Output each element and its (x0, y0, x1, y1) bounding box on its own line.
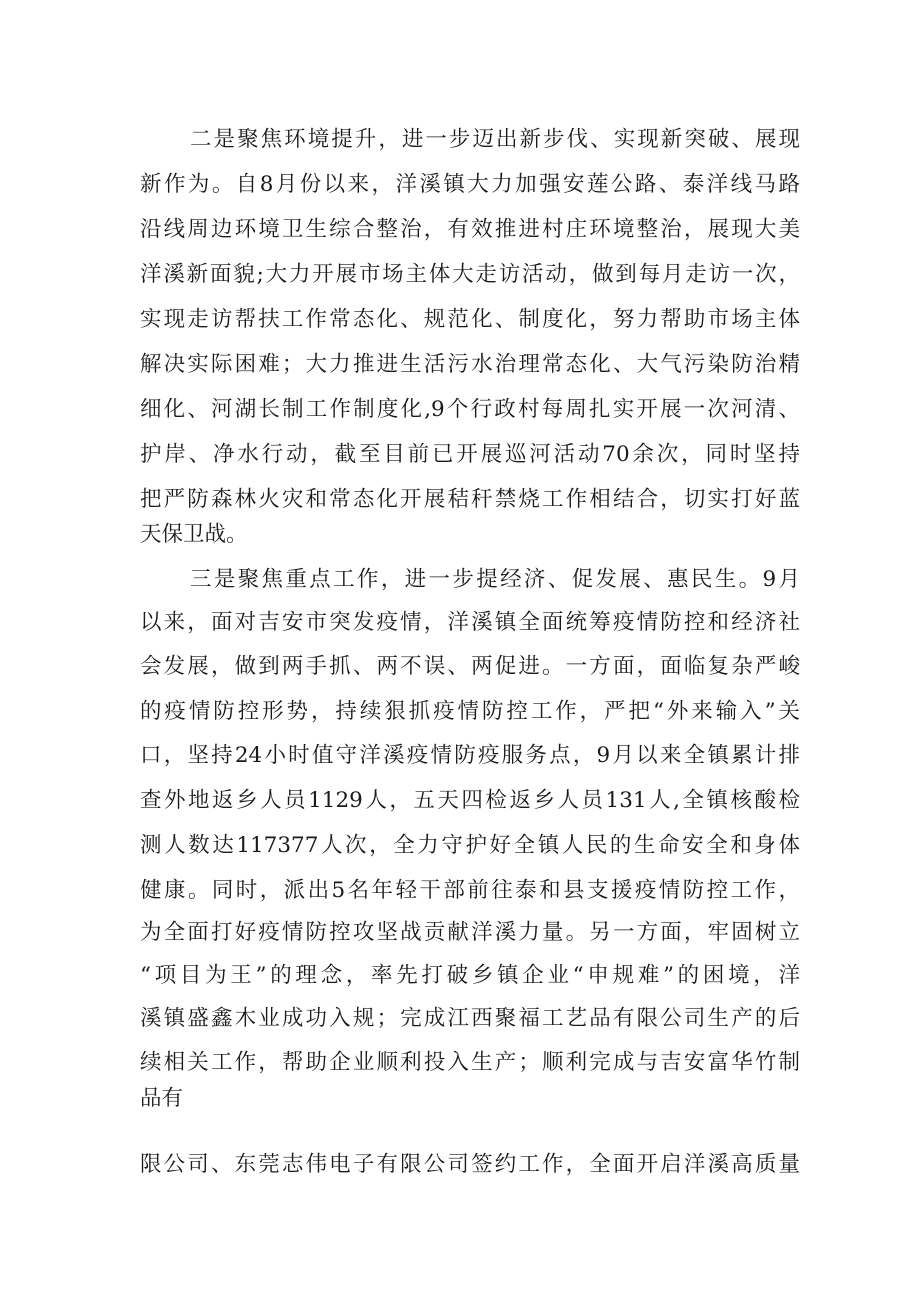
paragraph-3-line-7: 测人数达117377人次，全力守护好全镇人民的生命安全和身体 (140, 833, 800, 858)
paragraph-3-line-4: 的疫情防控形势，持续狠抓疫情防控工作，严把“外来输入”关 (140, 699, 800, 724)
paragraph-3-line-14: 限公司、东莞志伟电子有限公司签约工作，全面开启洋溪高质量 (140, 1152, 800, 1177)
paragraph-3-line-1: 三是聚焦重点工作，进一步提经济、促发展、惠民生。9月 (190, 567, 800, 592)
paragraph-2-line-1: 二是聚焦环境提升，进一步迈出新步伐、实现新突破、展现 (190, 127, 800, 152)
paragraph-2-line-3: 沿线周边环境卫生综合整治，有效推进村庄环境整治，展现大美 (140, 217, 800, 242)
paragraph-2-line-5: 实现走访帮扶工作常态化、规范化、制度化，努力帮助市场主体 (140, 307, 800, 332)
paragraph-3-line-9: 为全面打好疫情防控攻坚战贡献洋溪力量。另一方面，牢固树立 (140, 920, 800, 945)
paragraph-3-line-8: 健康。同时，派出5名年轻干部前往泰和县支援疫情防控工作， (140, 878, 800, 903)
paragraph-3-line-5: 口，坚持24小时值守洋溪疫情防疫服务点，9月以来全镇累计排 (140, 743, 800, 768)
paragraph-3-line-11: 溪镇盛鑫木业成功入规；完成江西聚福工艺品有限公司生产的后 (140, 1006, 800, 1031)
paragraph-3-line-13: 品有 (140, 1086, 184, 1111)
paragraph-3-line-10: “项目为王”的理念，率先打破乡镇企业“申规难”的困境，洋 (140, 963, 800, 988)
paragraph-2-line-6: 解决实际困难；大力推进生活污水治理常态化、大气污染防治精 (140, 352, 800, 377)
paragraph-2-line-4: 洋溪新面貌;大力开展市场主体大走访活动，做到每月走访一次， (140, 262, 800, 287)
paragraph-2-line-8: 护岸、净水行动，截至目前已开展巡河活动70余次，同时坚持 (140, 442, 800, 467)
paragraph-3-line-2: 以来，面对吉安市突发疫情，洋溪镇全面统筹疫情防控和经济社 (140, 610, 800, 635)
paragraph-2-line-7: 细化、河湖长制工作制度化,9个行政村每周扎实开展一次河清、 (140, 397, 800, 422)
paragraph-3-line-6: 查外地返乡人员1129人，五天四检返乡人员131人,全镇核酸检 (140, 788, 800, 813)
paragraph-2-line-9: 把严防森林火灾和常态化开展秸秆禁烧工作相结合，切实打好蓝 (140, 487, 800, 512)
paragraph-2-line-10: 天保卫战。 (140, 522, 248, 547)
paragraph-3-line-3: 会发展，做到两手抓、两不误、两促进。一方面，面临复杂严峻 (140, 654, 800, 679)
paragraph-3-line-12: 续相关工作，帮助企业顺利投入生产；顺利完成与吉安富华竹制 (140, 1050, 800, 1075)
paragraph-2-line-2: 新作为。自8月份以来，洋溪镇大力加强安莲公路、泰洋线马路 (140, 172, 800, 197)
